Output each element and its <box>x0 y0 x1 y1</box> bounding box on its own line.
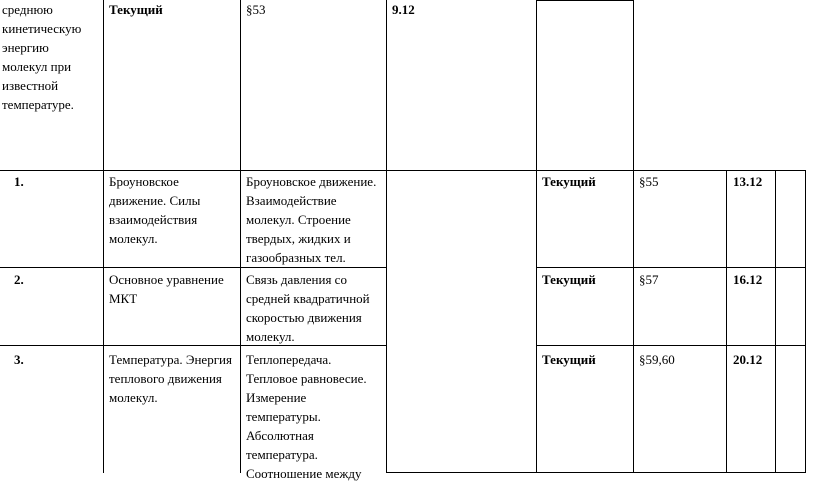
text-line: газообразных тел. <box>246 250 346 265</box>
row-topic <box>109 350 239 407</box>
grid-line <box>103 0 104 473</box>
grid-line <box>536 345 806 346</box>
row-content <box>246 270 386 346</box>
text-line: кинетическую <box>2 21 82 36</box>
row-content <box>246 350 386 483</box>
text-line: Абсолютная <box>246 428 314 443</box>
row-topic <box>109 270 239 308</box>
text-line: температуры. <box>246 409 321 424</box>
row-paragraph: §59,60 <box>639 352 675 367</box>
grid-line <box>0 267 387 268</box>
grid-line <box>536 0 634 1</box>
top-row-date: 9.12 <box>392 2 415 17</box>
row-number: 2. <box>14 272 24 287</box>
text-line: Соотношение между <box>246 466 362 481</box>
text-line: Взаимодействие <box>246 193 337 208</box>
text-line: теплового движения <box>109 371 222 386</box>
grid-line <box>0 170 806 171</box>
row-date: 20.12 <box>733 352 763 367</box>
row-date: 13.12 <box>733 174 763 189</box>
text-line: движение. Силы <box>109 193 201 208</box>
grid-line <box>775 170 776 473</box>
text-line: среднюю <box>2 2 53 17</box>
grid-line <box>726 170 727 473</box>
text-line: молекул. <box>109 231 158 246</box>
text-line: скоростью движения <box>246 310 362 325</box>
top-row-paragraph: §53 <box>246 2 266 17</box>
text-line: Измерение <box>246 390 307 405</box>
row-number: 3. <box>14 352 24 367</box>
text-line: Связь давления со <box>246 272 347 287</box>
grid-line <box>386 0 387 473</box>
text-line: температура. <box>246 447 318 462</box>
row-control: Текущий <box>542 174 596 189</box>
row-control: Текущий <box>542 272 596 287</box>
grid-line <box>805 170 806 473</box>
text-line: Теплопередача. <box>246 352 332 367</box>
text-line: средней квадратичной <box>246 291 370 306</box>
text-line: молекул при <box>2 59 72 74</box>
text-line: молекул. Строение <box>246 212 351 227</box>
grid-line <box>536 0 537 473</box>
row-number: 1. <box>14 174 24 189</box>
grid-line <box>536 267 806 268</box>
text-line: Броуновское <box>109 174 179 189</box>
text-line: Броуновское движение. <box>246 174 377 189</box>
text-line: Температура. Энергия <box>109 352 232 367</box>
text-line: молекул. <box>109 390 158 405</box>
text-line: энергию <box>2 40 49 55</box>
row-content <box>246 172 386 267</box>
text-line: взаимодействия <box>109 212 198 227</box>
text-line: известной <box>2 78 59 93</box>
row-paragraph: §55 <box>639 174 659 189</box>
text-line: твердых, жидких и <box>246 231 351 246</box>
row-paragraph: §57 <box>639 272 659 287</box>
text-line: Тепловое равновесие. <box>246 371 367 386</box>
text-line: молекул. <box>246 329 295 344</box>
grid-line <box>633 0 634 473</box>
text-line: Основное уравнение <box>109 272 224 287</box>
row-topic <box>109 172 239 248</box>
text-line: МКТ <box>109 291 138 306</box>
row-date: 16.12 <box>733 272 763 287</box>
text-line: температуре. <box>2 97 74 112</box>
top-row-description <box>2 0 102 114</box>
top-row-control: Текущий <box>109 2 163 17</box>
row-control: Текущий <box>542 352 596 367</box>
grid-line <box>240 0 241 473</box>
